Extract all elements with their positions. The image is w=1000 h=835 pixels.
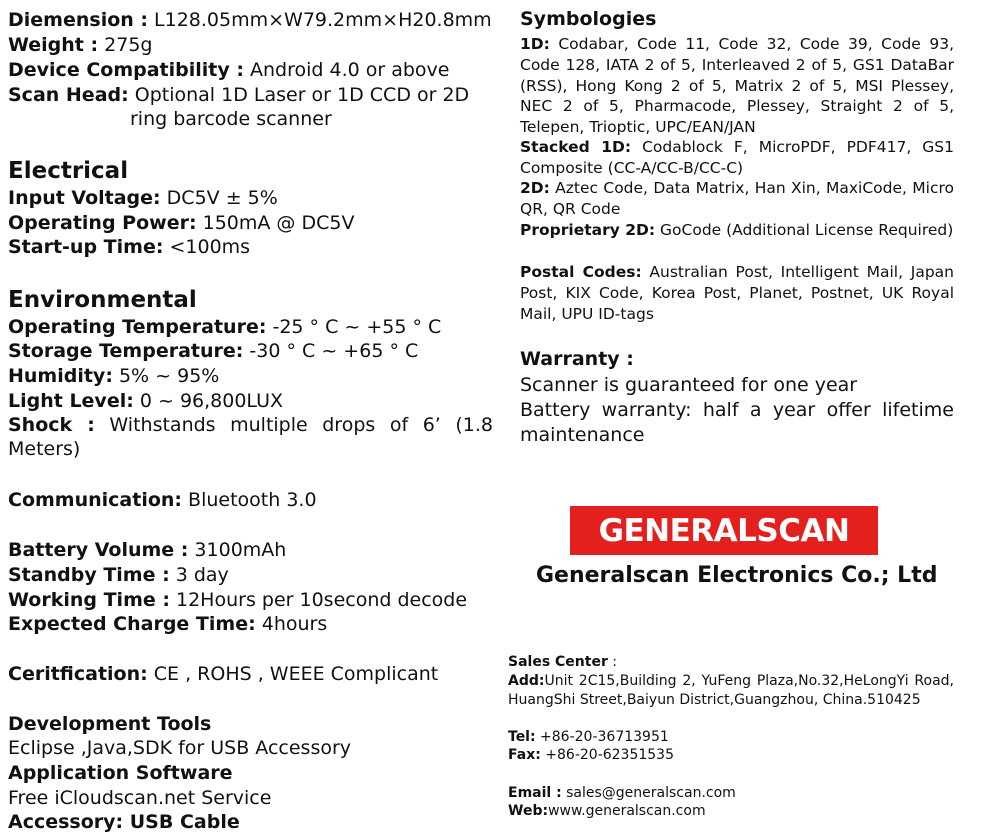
section-title-electrical: Electrical	[8, 158, 129, 184]
dev-tools-value: Eclipse ,Java,SDK for USB Accessory	[8, 737, 352, 759]
symbology-1d: 1D: Codabar, Code 11, Code 32, Code 39, Code 93, Code 128, IATA 2 of 5, Interleaved 2 of 5, GS1 DataBar (RSS), Hong Kong 2 of 5, Matrix 2 of 5, MSI Plessey, NEC 2 of 5, Pharmacode, Plessey, Straight 2 of 5, Telepen, Trioptic, UPC/EAN/JAN	[520, 35, 954, 137]
spec-certification: Ceritfication: CE , ROHS , WEEE Complicant	[8, 663, 439, 685]
spec-shock: Shock : Withstands multiple drops of 6’ (1.8 Meters)	[8, 414, 493, 460]
sales-fax: Fax: +86-20-62351535	[508, 747, 674, 763]
spec-operating-temperature: Operating Temperature: -25 ° C ~ +55 ° C	[8, 316, 442, 338]
warranty-line-2: Battery warranty: half a year offer lifetime maintenance	[520, 399, 954, 446]
spec-communication: Communication: Bluetooth 3.0	[8, 489, 317, 511]
spec-weight: Weight : 275g	[8, 34, 153, 56]
spec-storage-temperature: Storage Temperature: -30 ° C ~ +65 ° C	[8, 340, 419, 362]
spec-humidity: Humidity: 5% ~ 95%	[8, 365, 220, 387]
app-software-value: Free iCloudscan.net Service	[8, 787, 272, 809]
spec-battery-volume: Battery Volume : 3100mAh	[8, 539, 287, 561]
spec-working-time: Working Time : 12Hours per 10second decode	[8, 589, 468, 611]
sales-web: Web:www.generalscan.com	[508, 803, 706, 819]
symbology-2d: 2D: Aztec Code, Data Matrix, Han Xin, MaxiCode, Micro QR, QR Code	[520, 179, 954, 218]
symbology-postal: Postal Codes: Australian Post, Intelligent Mail, Japan Post, KIX Code, Korea Post, Planet, Postnet, UK Royal Mail, UPU ID-tags	[520, 263, 954, 323]
sales-center-title-row: Sales Center :	[508, 654, 618, 670]
spec-scan-head: Scan Head: Optional 1D Laser or 1D CCD or 2D	[8, 84, 470, 106]
sales-tel: Tel: +86-20-36713951	[508, 729, 669, 745]
generalscan-logo	[570, 506, 878, 555]
logo-text: GENERALSCAN	[598, 512, 850, 549]
warranty-line-1: Scanner is guaranteed for one year	[520, 374, 858, 396]
spec-operating-power: Operating Power: 150mA @ DC5V	[8, 212, 355, 234]
spec-light-level: Light Level: 0 ~ 96,800LUX	[8, 390, 283, 412]
company-name: Generalscan Electronics Co.; Ltd	[536, 563, 938, 588]
section-title-environmental: Environmental	[8, 287, 197, 313]
accessory-line: Accessory: USB Cable	[8, 811, 240, 833]
dev-tools-title: Development Tools	[8, 713, 212, 735]
spec-standby-time: Standby Time : 3 day	[8, 564, 229, 586]
spec-scan-head-cont: ring barcode scanner	[130, 108, 332, 130]
symbologies-title: Symbologies	[520, 8, 657, 30]
sales-address: Add:Unit 2C15,Building 2, YuFeng Plaza,No.32,HeLongYi Road, HuangShi Street,Baiyun District,Guangzhou, China.510425	[508, 673, 954, 708]
spec-startup-time: Start-up Time: <100ms	[8, 236, 251, 258]
spec-dimension: Diemension : L128.05mm×W79.2mm×H20.8mm	[8, 9, 492, 31]
spec-charge-time: Expected Charge Time: 4hours	[8, 613, 328, 635]
symbology-proprietary-2d: Proprietary 2D: GoCode (Additional License Required)	[520, 221, 954, 239]
app-software-title: Application Software	[8, 762, 233, 784]
spec-device-compatibility: Device Compatibility : Android 4.0 or above	[8, 59, 450, 81]
spec-input-voltage: Input Voltage: DC5V ± 5%	[8, 187, 278, 209]
warranty-title: Warranty :	[520, 348, 634, 370]
sales-email: Email : sales@generalscan.com	[508, 785, 736, 801]
symbology-stacked-1d: Stacked 1D: Codablock F, MicroPDF, PDF417, GS1 Composite (CC-A/CC-B/CC-C)	[520, 138, 955, 177]
